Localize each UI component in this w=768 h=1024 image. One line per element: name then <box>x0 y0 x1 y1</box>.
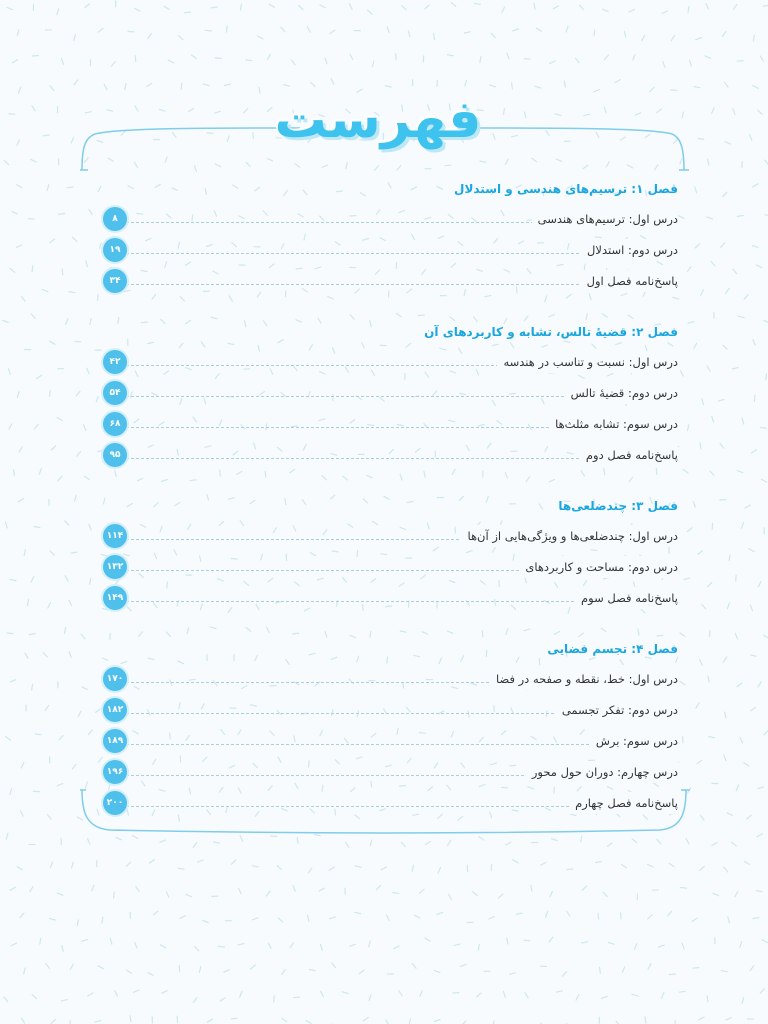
table-of-contents <box>100 178 678 843</box>
chapter-title[interactable]: فصل ۳: چندضلعی‌ها <box>558 499 678 513</box>
page-number-badge: ۶۸ <box>103 412 127 436</box>
page-number-badge: ۱۴۹ <box>103 586 127 610</box>
chapter-title[interactable]: فصل ۴: تجسم فضایی <box>547 642 678 656</box>
page-number-badge: ۴۲ <box>103 350 127 374</box>
chapter-section <box>100 178 678 301</box>
chapter-title[interactable]: فصل ۲: قضیهٔ تالس، تشابه و کاربردهای آن <box>424 325 678 339</box>
chapter-section <box>100 638 678 823</box>
toc-entry[interactable] <box>100 208 678 239</box>
toc-entry[interactable] <box>100 351 678 382</box>
page-number-badge: ۱۷۰ <box>103 667 127 691</box>
lesson-label: پاسخ‌نامه فصل دوم <box>580 444 678 466</box>
page-number-badge: ۵۴ <box>103 381 127 405</box>
page-number-badge: ۳۴ <box>103 269 127 293</box>
lesson-label: درس دوم: استدلال <box>581 239 678 261</box>
toc-entry[interactable] <box>100 556 678 587</box>
page-number-badge: ۹۵ <box>103 443 127 467</box>
toc-entry[interactable] <box>100 525 678 556</box>
toc-entry[interactable] <box>100 730 678 761</box>
lesson-label: درس سوم: تشابه مثلث‌ها <box>549 413 678 435</box>
chapter-title[interactable]: فصل ۱: ترسیم‌های هندسی و استدلال <box>454 182 678 196</box>
page-number-badge: ۸ <box>103 207 127 231</box>
page-number-badge: ۱۹۶ <box>103 760 127 784</box>
lesson-label: درس اول: خط، نقطه و صفحه در فضا <box>490 668 678 690</box>
lesson-label: درس سوم: برش <box>590 730 678 752</box>
toc-entry[interactable] <box>100 668 678 699</box>
lesson-label: پاسخ‌نامه فصل اول <box>581 270 678 292</box>
chapter-section <box>100 321 678 475</box>
lesson-label: درس اول: ترسیم‌های هندسی <box>532 208 678 230</box>
page-number-badge: ۱۸۹ <box>103 729 127 753</box>
page-number-badge: ۱۹ <box>103 238 127 262</box>
lesson-label: درس دوم: قضیهٔ تالس <box>565 382 678 404</box>
chapter-section <box>100 495 678 618</box>
lesson-label: درس چهارم: دوران حول محور <box>526 761 678 783</box>
page-number-badge: ۱۳۲ <box>103 555 127 579</box>
lesson-label: پاسخ‌نامه فصل چهارم <box>569 792 678 814</box>
toc-entry[interactable] <box>100 761 678 792</box>
toc-entry[interactable] <box>100 587 678 618</box>
page-number-badge: ۱۱۴ <box>103 524 127 548</box>
toc-entry[interactable] <box>100 382 678 413</box>
toc-entry[interactable] <box>100 239 678 270</box>
lesson-label: درس دوم: مساحت و کاربردهای <box>519 556 678 578</box>
toc-entry[interactable] <box>100 699 678 730</box>
toc-entry[interactable] <box>100 444 678 475</box>
lesson-label: درس اول: چندضلعی‌ها و ویژگی‌هایی از آن‌ها <box>461 525 678 547</box>
toc-entry[interactable] <box>100 792 678 823</box>
page-number-badge: ۱۸۲ <box>103 698 127 722</box>
page-number-badge: ۲۰۰ <box>103 791 127 815</box>
lesson-label: درس دوم: تفکر تجسمی <box>556 699 678 721</box>
page-title: فهرست <box>274 90 482 150</box>
toc-entry[interactable] <box>100 270 678 301</box>
toc-entry[interactable] <box>100 413 678 444</box>
lesson-label: درس اول: نسبت و تناسب در هندسه <box>497 351 678 373</box>
lesson-label: پاسخ‌نامه فصل سوم <box>575 587 678 609</box>
